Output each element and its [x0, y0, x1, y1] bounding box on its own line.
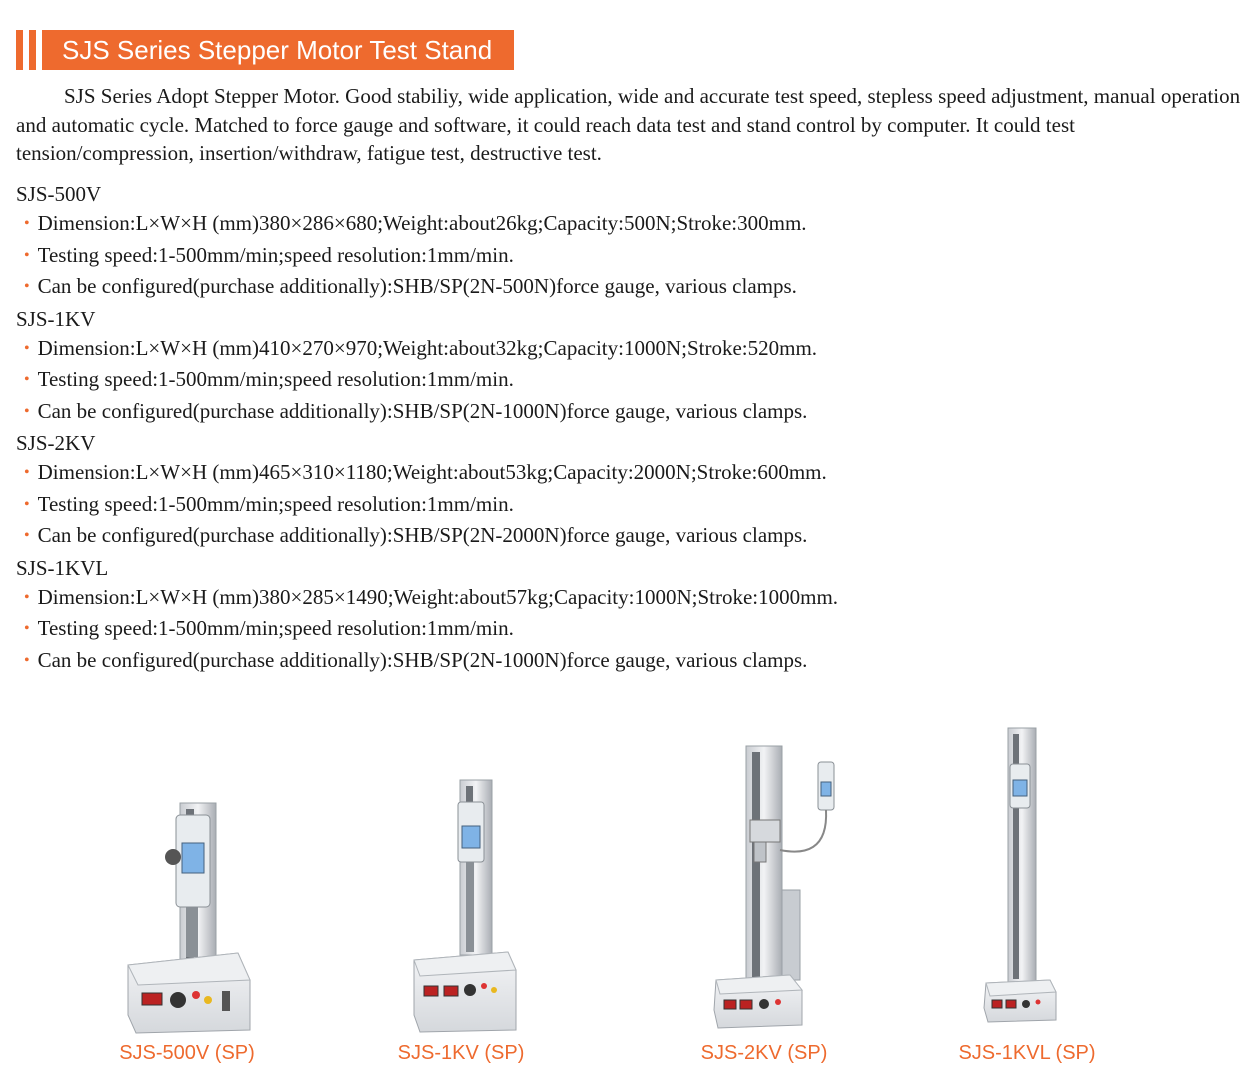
spec-item — [16, 396, 1241, 428]
model-name: SJS-500V — [16, 182, 102, 206]
spec-text: Dimension:L×W×H (mm)380×285×1490;Weight:about57kg;Capacity:1000N;Stroke:1000mm. — [37, 584, 839, 609]
test-stand-500v-icon — [118, 795, 258, 1040]
spec-text: Dimension:L×W×H (mm)465×310×1180;Weight:about53kg;Capacity:2000N;Stroke:600mm. — [37, 460, 827, 484]
bullet-icon: • — [24, 588, 30, 606]
section-title: SJS Series Stepper Motor Test Stand — [42, 30, 514, 70]
spec-item — [16, 489, 1241, 521]
test-stand-1kvl-icon — [982, 728, 1062, 1028]
model-name: SJS-1KVL — [16, 555, 109, 580]
spec-item — [16, 364, 1241, 396]
product-gallery — [0, 700, 1243, 1073]
product-caption: SJS-1KVL (SP) — [958, 1042, 1096, 1064]
intro-text: SJS Series Adopt Stepper Motor. Good stabiliy, wide application, wide and accurate test speed, stepless speed adjustment, manual operation and automatic cycle. Matched to force gauge and software, it could reach data test and stand control by computer. It could test tension/compression, insertion/withdraw, fatigue test, destructive test. — [16, 84, 1241, 165]
bullet-icon: • — [24, 278, 30, 295]
bullet-icon: • — [24, 246, 30, 264]
model-specs — [16, 180, 1241, 676]
spec-item — [16, 582, 1241, 614]
section-header — [16, 30, 514, 70]
product-caption: SJS-500V (SP) — [119, 1042, 255, 1064]
spec-item — [16, 240, 1241, 272]
header-accent-bar — [29, 30, 36, 70]
bullet-icon: • — [24, 527, 30, 544]
product-caption: SJS-1KV (SP) — [397, 1042, 525, 1064]
spec-text: Dimension:L×W×H (mm)410×270×970;Weight:about32kg;Capacity:1000N;Stroke:520mm. — [37, 335, 818, 360]
spec-text: Can be configured(purchase additionally):SHB/SP(2N-500N)force gauge, various clamps. — [37, 274, 797, 298]
spec-text: Dimension:L×W×H (mm)380×286×680;Weight:about26kg;Capacity:500N;Stroke:300mm. — [37, 211, 807, 235]
spec-text: Testing speed:1-500mm/min;speed resolution:1mm/min. — [37, 242, 514, 267]
spec-item — [16, 208, 1241, 240]
bullet-icon: • — [24, 651, 30, 669]
header-accent-bar — [16, 30, 23, 70]
spec-item — [16, 333, 1241, 365]
bullet-icon: • — [24, 339, 30, 357]
spec-text: Testing speed:1-500mm/min;speed resolution:1mm/min. — [37, 491, 514, 516]
bullet-icon: • — [24, 215, 30, 232]
bullet-icon: • — [24, 620, 30, 637]
intro-paragraph — [16, 82, 1241, 168]
spec-item — [16, 457, 1241, 489]
test-stand-1kv-icon — [408, 780, 523, 1040]
spec-item — [16, 271, 1241, 303]
spec-text: Testing speed:1-500mm/min;speed resolution:1mm/min. — [37, 367, 514, 391]
product-caption: SJS-2KV (SP) — [700, 1042, 828, 1064]
spec-text: Testing speed:1-500mm/min;speed resolution:1mm/min. — [37, 616, 514, 640]
spec-text: Can be configured(purchase additionally):SHB/SP(2N-1000N)force gauge, various clamps. — [37, 398, 808, 423]
spec-item — [16, 520, 1241, 552]
spec-text: Can be configured(purchase additionally):SHB/SP(2N-1000N)force gauge, various clamps. — [37, 647, 808, 672]
spec-text: Can be configured(purchase additionally):SHB/SP(2N-2000N)force gauge, various clamps. — [37, 523, 808, 547]
bullet-icon: • — [24, 371, 30, 388]
spec-item — [16, 645, 1241, 677]
model-name: SJS-2KV — [16, 431, 96, 455]
bullet-icon: • — [24, 402, 30, 420]
test-stand-2kv-icon — [710, 740, 850, 1035]
bullet-icon: • — [24, 464, 30, 481]
model-name: SJS-1KV — [16, 306, 96, 331]
bullet-icon: • — [24, 495, 30, 513]
spec-item — [16, 613, 1241, 645]
